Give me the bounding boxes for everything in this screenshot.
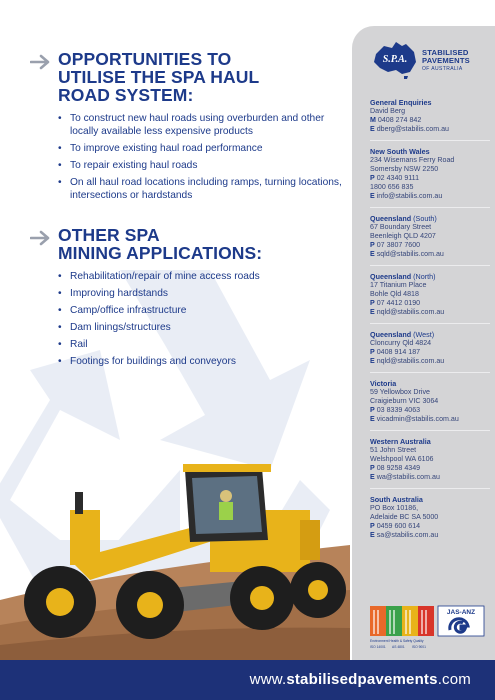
contact-line: 59 Yellowbox Drive xyxy=(370,388,430,396)
logo-wordmark xyxy=(422,49,470,72)
contact-line: 1800 656 835 xyxy=(370,183,414,191)
opportunities-section xyxy=(30,50,350,206)
list-item: • Footings for buildings and conveyors xyxy=(58,355,350,368)
contact-region-title: General Enquiries xyxy=(370,98,432,107)
contact-region-title: Victoria xyxy=(370,379,397,388)
contact-region-title: Queensland (South) xyxy=(370,214,437,223)
opportunities-heading: OPPORTUNITIES TO UTILISE THE SPA HAUL ROAD SYSTEM: xyxy=(58,49,260,105)
contact-phone: P 08 9258 4349 xyxy=(370,464,421,472)
cert-label: JAS-ANZ xyxy=(446,609,476,616)
list-item: • On all haul road locations including ramps, turning locations, intersections or hardstands xyxy=(58,176,350,202)
contact-phone: P 0408 914 187 xyxy=(370,348,421,356)
contact-email[interactable]: E nqld@stabilis.com.au xyxy=(370,308,445,316)
mining-applications-list xyxy=(58,270,350,368)
contact-block xyxy=(370,147,490,208)
contact-phone: P 0459 600 614 xyxy=(370,522,421,530)
contact-line: Cloncurry Qld 4824 xyxy=(370,339,432,347)
contact-list xyxy=(370,98,490,552)
contact-region-title: Western Australia xyxy=(370,437,431,446)
list-item: • To improve existing haul road performance xyxy=(58,142,350,155)
contact-panel xyxy=(352,26,495,660)
list-item: • Rehabilitation/repair of mine access roads xyxy=(58,270,350,283)
contact-email[interactable]: E dberg@stabilis.com.au xyxy=(370,125,449,133)
contact-phone: M 0408 274 842 xyxy=(370,116,422,124)
contact-block xyxy=(370,495,490,546)
contact-phone: P 02 4340 9111 xyxy=(370,174,420,182)
contact-line: Craigieburn VIC 3064 xyxy=(370,397,439,405)
motor-grader-image xyxy=(0,450,350,660)
list-item: • Rail xyxy=(58,338,350,351)
logo-line-2: PAVEMENTS xyxy=(422,56,470,65)
certification-badge-icon xyxy=(370,604,488,654)
logo-line-1: STABILISED xyxy=(422,48,469,57)
contact-block xyxy=(370,272,490,324)
list-item: • Camp/office infrastructure xyxy=(58,304,350,317)
contact-email[interactable]: E sa@stabilis.com.au xyxy=(370,531,439,539)
contact-block xyxy=(370,214,490,266)
contact-email[interactable]: E info@stabilis.com.au xyxy=(370,192,443,200)
contact-line: PO Box 10186, xyxy=(370,504,419,512)
contact-line: Bohle Qld 4818 xyxy=(370,290,419,298)
logo-mark: S.P.A. xyxy=(382,54,408,65)
contact-line: Adelaide BC SA 5000 xyxy=(370,513,439,521)
contact-line: 17 Titanium Place xyxy=(370,281,427,289)
arrow-right-icon xyxy=(30,54,52,70)
contact-email[interactable]: E nqld@stabilis.com.au xyxy=(370,357,445,365)
contact-region-title: South Australia xyxy=(370,495,423,504)
contact-block xyxy=(370,98,490,141)
contact-email[interactable]: E wa@stabilis.com.au xyxy=(370,473,440,481)
contact-line: Beenleigh QLD 4207 xyxy=(370,232,436,240)
cert-standard-3: ISO 9001 xyxy=(412,645,426,649)
opportunities-list xyxy=(58,112,350,202)
contact-region-title: Queensland (West) xyxy=(370,330,435,339)
australia-map-logo-icon xyxy=(370,40,420,80)
contact-line: 51 John Street xyxy=(370,446,417,454)
contact-line: Welshpool WA 6106 xyxy=(370,455,434,463)
mining-applications-section xyxy=(30,226,350,372)
contact-block xyxy=(370,379,490,431)
mining-applications-heading: OTHER SPA MINING APPLICATIONS: xyxy=(58,225,263,263)
cert-caption: Environment Health & Safety Quality xyxy=(370,639,424,643)
list-item: • Dam linings/structures xyxy=(58,321,350,334)
contact-line: 67 Boundary Street xyxy=(370,223,432,231)
contact-line: David Berg xyxy=(370,107,406,115)
footer-bar xyxy=(0,660,495,700)
company-logo xyxy=(370,40,490,90)
list-item: • To construct new haul roads using overburden and other locally available less expensive products xyxy=(58,112,350,138)
website-link[interactable]: www.stabilisedpavements.com xyxy=(249,671,471,688)
logo-subline: OF AUSTRALIA xyxy=(422,66,463,72)
contact-block xyxy=(370,330,490,373)
contact-line: Somersby NSW 2250 xyxy=(370,165,439,173)
list-item: • Improving hardstands xyxy=(58,287,350,300)
contact-region-title: Queensland (North) xyxy=(370,272,436,281)
contact-phone: P 07 4412 0190 xyxy=(370,299,421,307)
contact-region-title: New South Wales xyxy=(370,147,430,156)
contact-email[interactable]: E sqld@stabilis.com.au xyxy=(370,250,444,258)
contact-block xyxy=(370,437,490,489)
contact-line: 234 Wisemans Ferry Road xyxy=(370,156,455,164)
cert-standard-1: ISO 14001 xyxy=(370,645,386,649)
cert-standard-2: AS 4801 xyxy=(392,645,405,649)
contact-email[interactable]: E vicadmin@stabilis.com.au xyxy=(370,415,459,423)
contact-phone: P 07 3807 7600 xyxy=(370,241,421,249)
contact-phone: P 03 8339 4063 xyxy=(370,406,421,414)
list-item: • To repair existing haul roads xyxy=(58,159,350,172)
arrow-right-icon xyxy=(30,230,52,246)
